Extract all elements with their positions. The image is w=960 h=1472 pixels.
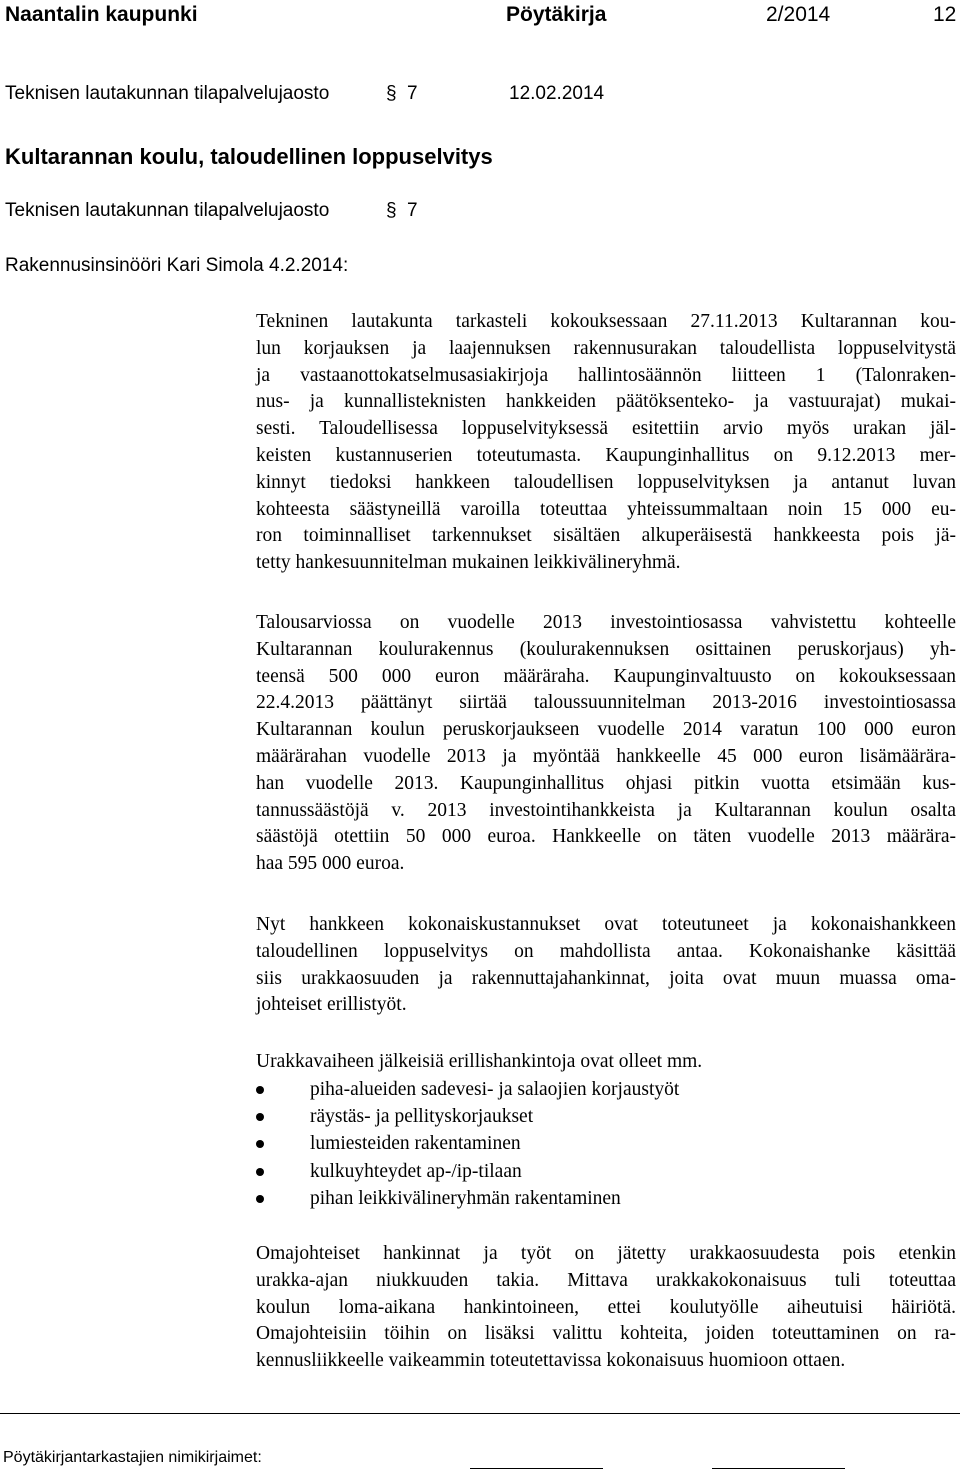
text-line: koulun loma-aikana hankintoineen, ettei koulutyölle aiheutuisi häiriötä. (256, 1296, 956, 1318)
text-line: teensä 500 000 euron määräraha. Kaupunginvaltuusto on kokouksessaan (256, 665, 956, 687)
committee-section: 7 (407, 200, 418, 221)
text-line: ron toiminnalliset tarkennukset sisältäen alkuperäisestä hankkeesta pois jä- (256, 525, 956, 547)
text-line: sesti. Taloudellisessa loppuselvityksessä esitettiin arvio myös urakan jäl- (256, 418, 956, 440)
text-line: kennusliikkeelle vaikeammin toteutettavissa kokonaisuus huomioon ottaen. (256, 1350, 846, 1372)
text-line: taloudellinen loppuselvitys on mahdollista antaa. Kokonaishanke käsittää (256, 940, 956, 962)
committee-line: Teknisen lautakunnan tilapalvelujaosto (5, 200, 330, 221)
paragraph-5 (256, 1241, 956, 1375)
text-line: Kultarannan koulurakennus (koulurakennuksen osittainen peruskorjaus) yh- (256, 638, 956, 660)
text-line: 22.4.2013 päättänyt siirtää taloussuunnitelman 2013-2016 investointiosassa (256, 692, 956, 714)
text-line: lun korjauksen ja laajennuksen rakennusurakan taloudellista loppuselvitystä (256, 337, 956, 359)
text-line: Talousarviossa on vuodelle 2013 investointiosassa vahvistettu kohteelle (256, 612, 956, 633)
list-item (256, 1130, 679, 1157)
text-line: siis urakkaosuuden ja rakennuttajahankinnat, joita ovat muun muassa oma- (256, 967, 956, 989)
list-item (256, 1103, 679, 1130)
city-name: Naantalin kaupunki (5, 3, 198, 26)
text-line: Tekninen lautakunta tarkasteli kokouksessaan 27.11.2013 Kultarannan kou- (256, 311, 956, 332)
document-number: 2/2014 (766, 3, 831, 26)
text-line: urakka-ajan niukkuuden takia. Mittava urakkakokonaisuus tuli toteuttaa (256, 1269, 956, 1291)
text-line: tannussäästöjä v. 2013 investointihankkeista ja Kultarannan koulun osalta (256, 799, 956, 821)
list-item-text: räystäs- ja pellityskorjaukset (310, 1106, 534, 1128)
page-number: 12 (933, 3, 957, 26)
list-item (256, 1185, 679, 1212)
text-line: säästöjä otettiin 50 000 euroa. Hankkeelle on täten vuodelle 2013 määrära- (256, 826, 956, 848)
bullet-icon (256, 1195, 264, 1203)
document-type: Pöytäkirja (506, 3, 607, 26)
text-line: Omajohteiset hankinnat ja työt on jätetty urakkaosuudesta pois etenkin (256, 1243, 956, 1264)
text-line: Urakkavaiheen jälkeisiä erillishankintoja ovat olleet mm. (256, 1051, 703, 1072)
bullet-icon (256, 1113, 264, 1121)
page-title: Kultarannan koulu, taloudellinen loppuselvitys (5, 144, 493, 169)
bullet-icon (256, 1140, 264, 1148)
paragraph-3 (256, 912, 956, 1019)
text-line: han vuodelle 2013. Kaupunginhallitus ohjasi pitkin vuotta etsimään kus- (256, 772, 956, 794)
text-line: määrärahan vuodelle 2013 ja myöntää hankkeelle 45 000 euron lisämäärära- (256, 745, 956, 767)
bullet-icon (256, 1168, 264, 1176)
text-line: nus- ja kunnallisteknisten hankkeiden päätöksenteko- ja vastuurajat) mukai- (256, 391, 956, 413)
text-line: johteiset erillistyöt. (256, 994, 407, 1016)
list-item-text: piha-alueiden sadevesi- ja salaojien korjaustyöt (310, 1079, 680, 1100)
meta-section: 7 (407, 83, 418, 104)
signature-line-1 (470, 1468, 603, 1469)
list-item-text: lumiesteiden rakentaminen (310, 1133, 521, 1155)
section-sign: § (386, 83, 397, 104)
paragraph-1 (256, 309, 956, 577)
list-item (256, 1076, 679, 1103)
text-line: Omajohteisiin töihin on lisäksi valittu kohteita, joiden toteuttaminen on ra- (256, 1323, 956, 1345)
text-line: ja vastaanottokatselmusasiakirjoja hallintosäännön liitteen 1 (Talonraken- (256, 364, 956, 386)
bullet-icon (256, 1086, 264, 1094)
paragraph-2 (256, 610, 956, 878)
text-line: kinnyt tiedoksi hankkeen taloudellisen loppuselvityksen ja antanut luvan (256, 471, 956, 493)
list-item-text: pihan leikkivälineryhmän rakentaminen (310, 1187, 621, 1209)
list-intro (256, 1049, 956, 1076)
meta-date: 12.02.2014 (509, 83, 605, 104)
meta-committee: Teknisen lautakunnan tilapalvelujaosto (5, 83, 330, 104)
text-line: Kultarannan koulun peruskorjaukseen vuodelle 2014 varatun 100 000 euron (256, 719, 956, 741)
text-line: Nyt hankkeen kokonaiskustannukset ovat toteutuneet ja kokonaishankkeen (256, 914, 956, 935)
text-line: keisten kustannuserien toteutumasta. Kaupunginhallitus on 9.12.2013 mer- (256, 444, 956, 466)
list-item (256, 1158, 679, 1185)
text-line: kohteesta säästyneillä varoilla toteuttaa yhteissummaltaan noin 15 000 eu- (256, 498, 956, 520)
section-sign: § (386, 200, 397, 221)
signature-line-2 (712, 1468, 845, 1469)
preparer-line: Rakennusinsinööri Kari Simola 4.2.2014: (5, 255, 349, 276)
footer-divider (0, 1413, 960, 1414)
footer-label: Pöytäkirjantarkastajien nimikirjaimet: (3, 1449, 262, 1466)
bullet-list (256, 1076, 679, 1212)
list-item-text: kulkuyhteydet ap-/ip-tilaan (310, 1160, 522, 1182)
text-line: tetty hankesuunnitelman mukainen leikkivälineryhmä. (256, 552, 681, 574)
text-line: haa 595 000 euroa. (256, 853, 405, 875)
